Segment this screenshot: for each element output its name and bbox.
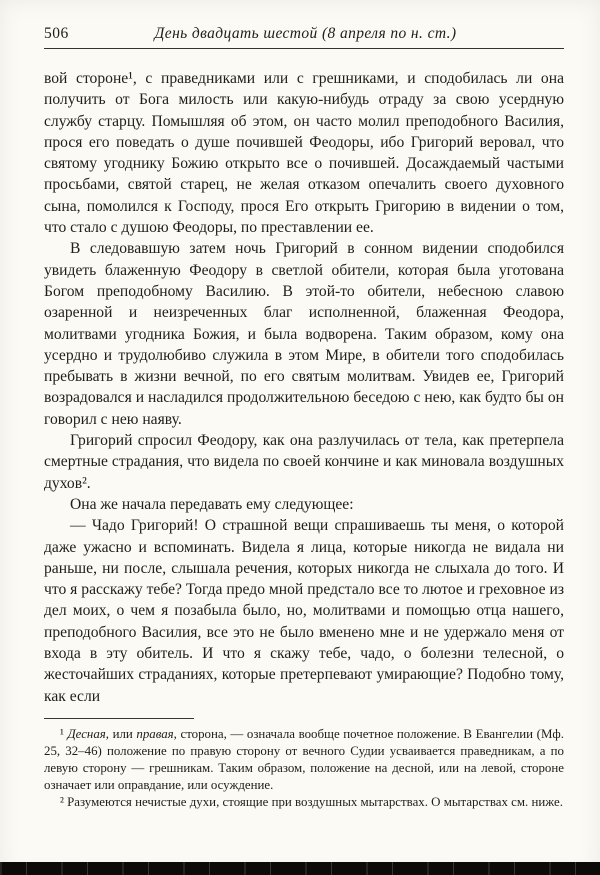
page-number: 506 xyxy=(44,25,69,42)
paragraph: — Чадо Григорий! О страшной вещи спрашиваешь ты меня, о которой даже ужасно и вспоминать. Видела я лица, которые никогда не видала ни раньше, ни после, слышала речения, которых никогда не слыхала до того. И что я расскажу тебе? Тогда предо мной предстало все то лютое и греховное из дел моих, о чем я позабыла было, но, молитвами и помощью отца нашего, преподобного Василия, все это не было вменено мне и не удержало меня от входа в эту обитель. И что я скажу тебе, чадо, о болезни телесной, о жесточайших страданиях, которые претерпевают умирающие? Подобно тому, как если xyxy=(44,517,564,705)
footnote-text: Десная xyxy=(67,726,106,741)
footnote-text: правая xyxy=(136,726,174,741)
footnotes xyxy=(44,726,564,811)
paragraph: вой стороне¹, с праведниками или с грешниками, и сподобилась ли она получить от Бога милость или какую-нибудь отраду за свою усердную службу старцу. Помышляя об этом, он часто молил преподобного Василия, прося его поведать о душе почившей Феодоры, ибо Григорий веровал, что святому угоднику Божию открыто все о почившей. Досаждаемый частыми просьбами, святой старец, не желая отказом опечалить своего духовного сына, помолился к Господу, прося Его открыть Григорию в видении о том, что стало с душою Феодоры, по преставлении ее. xyxy=(44,70,564,237)
footnote-text: ² Разумеются нечистые духи, стоящие при воздушных мытарствах. О мытарствах см. ниже. xyxy=(60,794,563,809)
footnote-separator xyxy=(44,718,194,719)
footnote xyxy=(44,794,564,811)
paragraph: Григорий спросил Феодору, как она разлучилась от тела, как претерпела смертные страдания, что видела по своей кончине и как миновала воздушных духов². xyxy=(44,432,564,492)
paragraph: Она же начала передавать ему следующее: xyxy=(70,495,354,513)
running-title: День двадцать шестой (8 апреля по н. ст.) xyxy=(154,25,457,42)
scan-artifact-strip xyxy=(0,862,600,875)
page-header xyxy=(44,0,562,43)
footnote-text: , или xyxy=(105,726,137,741)
paragraph: В следовавшую затем ночь Григорий в сонном видении сподобился увидеть блаженную Феодору в светлой обители, которая была уготована Богом преподобному Василию. В этой-то обители, небесною славою озаренной и неизреченных благ исполненной, блаженная Феодора, молитвами угодника Божия, и была водворена. Таким образом, кому она усердно и трудолюбиво служила в этом Мире, в обители того сподобилась пребывать в жизни вечной, по его святым молитвам. Увидев ее, Григорий возрадовался и насладился продолжительною беседою с нею, как будто бы он говорил с нею наяву. xyxy=(44,240,564,428)
footnote-text: , сторона, — означала вообще почетное положение. В Евангелии (Мф. 25, 32–46) положение по правую сторону от вечного Судии усваивается праведникам, а по левую сторону — грешникам. Таким образом, положение на десной, или на левой, стороне означает или оправдание, или осуждение. xyxy=(44,726,564,792)
footnote-text: ¹ xyxy=(60,726,68,741)
header-rule xyxy=(44,48,564,49)
footnote xyxy=(44,726,564,794)
body-text xyxy=(44,68,564,707)
